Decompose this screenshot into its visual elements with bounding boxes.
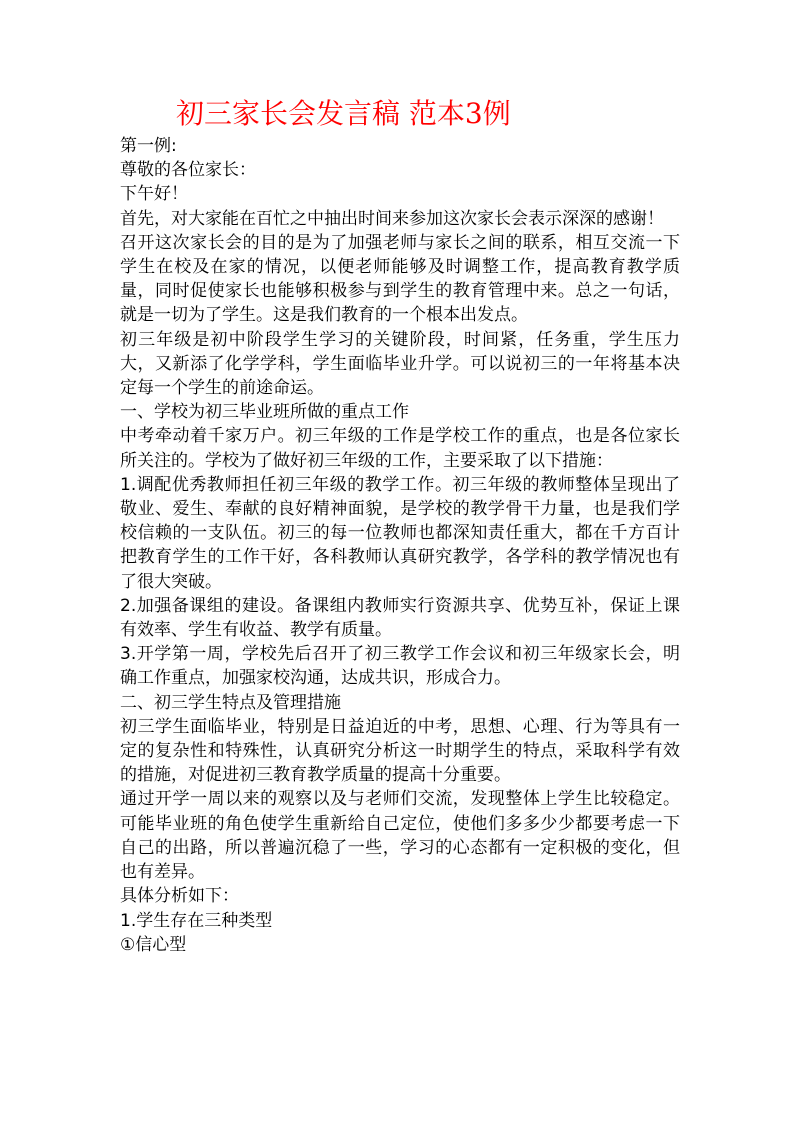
list-item-teachers: 1.调配优秀教师担任初三年级的教学工作。初三年级的教师整体呈现出了敬业、爱生、奉献的良好精神面貌，是学校的教学骨干力量，也是我们学校信赖的一支队伍。初三的每一位教师也都深知责任重大，都在千方百计把教育学生的工作干好，各科教师认真研究教学，各学科的教学情况也有了很大突破。 — [120, 474, 680, 592]
document-title: 初三家长会发言稿 范本3例 — [176, 97, 511, 130]
paragraph-grade-importance: 初三年级是初中阶段学生学习的关键阶段，时间紧，任务重，学生压力大，又新添了化学学科，学生面临毕业升学。可以说初三的一年将基本决定每一个学生的前途命运。 — [120, 329, 680, 399]
paragraph-greeting: 下午好！ — [120, 184, 188, 205]
paragraph-analysis-intro: 具体分析如下： — [120, 886, 239, 907]
paragraph-student-traits: 初三学生面临毕业，特别是日益迫近的中考，思想、心理、行为等具有一定的复杂性和特殊性，认真研究分析这一时期学生的特点，采取科学有效的措施，对促进初三教育教学质量的提高十分重要。 — [120, 716, 680, 786]
section-heading-student-traits: 二、初三学生特点及管理措施 — [120, 692, 341, 713]
section-heading-school-work: 一、学校为初三毕业班所做的重点工作 — [120, 402, 409, 423]
paragraph-observation: 通过开学一周以来的观察以及与老师们交流，发现整体上学生比较稳定。可能毕业班的角色使学生重新给自己定位，使他们多多少少都要考虑一下自己的出路，所以普遍沉稳了一些，学习的心态都有一定积极的变化，但也有差异。 — [120, 789, 680, 883]
paragraph-thanks: 首先，对大家能在百忙之中抽出时间来参加这次家长会表示深深的感谢！ — [120, 208, 664, 229]
list-item-student-types: 1.学生存在三种类型 — [120, 910, 273, 931]
paragraph-example-label: 第一例: — [120, 136, 177, 156]
list-item-lesson-groups: 2.加强备课组的建设。备课组内教师实行资源共享、优势互补，保证上课有效率、学生有收益、教学有质量。 — [120, 595, 680, 641]
list-item-meetings: 3.开学第一周，学校先后召开了初三教学工作会议和初三年级家长会，明确工作重点，加强家校沟通，达成共识，形成合力。 — [120, 644, 680, 689]
paragraph-salutation: 尊敬的各位家长： — [120, 160, 256, 181]
paragraph-exam-focus: 中考牵动着千家万户。初三年级的工作是学校工作的重点，也是各位家长所关注的。学校为了做好初三年级的工作，主要采取了以下措施： — [120, 426, 680, 471]
paragraph-purpose: 召开这次家长会的目的是为了加强老师与家长之间的联系，相互交流一下学生在校及在家的情况，以便老师能够及时调整工作，提高教育教学质量，同时促使家长也能够积极参与到学生的教育管理中来。总之一句话，就是一切为了学生。这是我们教育的一个根本出发点。 — [120, 232, 680, 326]
list-item-confident-type: ①信心型 — [120, 934, 187, 955]
document-page — [120, 96, 680, 957]
